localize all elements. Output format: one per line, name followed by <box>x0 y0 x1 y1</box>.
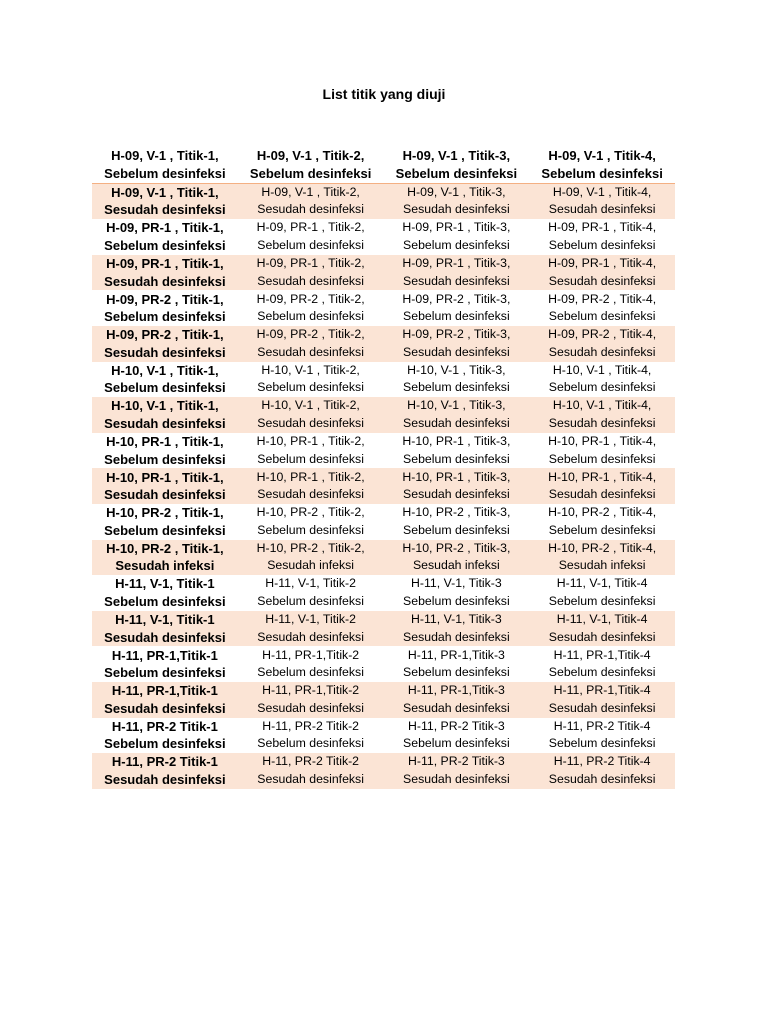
table-cell <box>92 753 238 789</box>
cell-point-label: H-11, PR-1,Titik-4 <box>553 647 651 662</box>
table-cell <box>529 219 675 255</box>
table-cell <box>529 468 675 504</box>
cell-point-label: H-10, PR-1 , Titik-4, <box>548 469 657 484</box>
cell-point-label: H-11, PR-1,Titik-2 <box>262 647 360 662</box>
cell-status-label: Sebelum desinfeksi <box>548 451 656 466</box>
test-points-table <box>92 147 675 789</box>
cell-status-label: Sesudah desinfeksi <box>257 487 364 502</box>
table-cell <box>384 611 530 647</box>
table-cell <box>384 682 530 718</box>
cell-status-label: Sebelum desinfeksi <box>257 309 364 324</box>
cell-point-label: H-09, PR-1 , Titik-4, <box>548 220 657 235</box>
table-cell <box>238 326 384 362</box>
cell-status-label: Sebelum desinfeksi <box>548 665 656 680</box>
cell-status-label: Sebelum desinfeksi <box>548 237 656 252</box>
cell-point-label: H-09, PR-1 , Titik-1, <box>106 220 224 236</box>
cell-status-label: Sesudah desinfeksi <box>257 771 364 786</box>
table-row <box>92 718 675 754</box>
cell-point-label: H-09, PR-2 , Titik-3, <box>402 291 511 306</box>
cell-status-label: Sesudah desinfeksi <box>548 344 656 359</box>
cell-status-label: Sesudah desinfeksi <box>104 202 226 218</box>
table-cell <box>384 147 530 183</box>
table-row <box>92 540 675 576</box>
cell-status-label: Sesudah desinfeksi <box>403 629 510 644</box>
cell-status-label: Sesudah desinfeksi <box>548 700 656 715</box>
table-cell <box>238 753 384 789</box>
table-cell <box>529 326 675 362</box>
cell-point-label: H-09, PR-2 , Titik-4, <box>548 327 657 342</box>
table-cell <box>529 397 675 433</box>
table-cell <box>238 504 384 540</box>
cell-status-label: Sesudah desinfeksi <box>548 629 656 644</box>
table-cell <box>238 468 384 504</box>
table-cell <box>238 433 384 469</box>
cell-status-label: Sebelum desinfeksi <box>104 165 226 181</box>
cell-point-label: H-11, PR-2 Titik-3 <box>407 718 505 733</box>
cell-status-label: Sesudah desinfeksi <box>257 202 364 217</box>
cell-status-label: Sebelum desinfeksi <box>257 593 364 608</box>
table-cell <box>92 682 238 718</box>
cell-status-label: Sebelum desinfeksi <box>104 451 226 467</box>
cell-point-label: H-09, PR-2 , Titik-1, <box>106 291 224 307</box>
table-cell <box>238 219 384 255</box>
cell-status-label: Sebelum desinfeksi <box>548 593 656 608</box>
table-cell <box>92 362 238 398</box>
cell-status-label: Sebelum desinfeksi <box>395 165 518 181</box>
table-cell <box>238 682 384 718</box>
cell-status-label: Sesudah desinfeksi <box>257 629 364 644</box>
cell-status-label: Sesudah desinfeksi <box>104 700 226 716</box>
cell-point-label: H-10, V-1 , Titik-1, <box>111 362 219 378</box>
table-row <box>92 575 675 611</box>
cell-status-label: Sebelum desinfeksi <box>257 522 364 537</box>
cell-status-label: Sebelum desinfeksi <box>104 593 226 609</box>
table-cell <box>92 183 238 219</box>
table-cell <box>238 646 384 682</box>
table-cell <box>529 183 675 219</box>
table-row <box>92 219 675 255</box>
cell-status-label: Sesudah desinfeksi <box>104 273 226 289</box>
cell-point-label: H-11, PR-1,Titik-3 <box>407 683 505 698</box>
table-cell <box>92 468 238 504</box>
cell-point-label: H-10, V-1 , Titik-1, <box>111 398 219 414</box>
table-cell <box>529 504 675 540</box>
cell-status-label: Sebelum desinfeksi <box>403 593 510 608</box>
cell-point-label: H-11, PR-1,Titik-4 <box>553 683 651 698</box>
cell-point-label: H-09, PR-2 , Titik-1, <box>106 327 224 343</box>
table-cell <box>238 718 384 754</box>
table-cell <box>384 468 530 504</box>
cell-point-label: H-10, PR-1 , Titik-1, <box>106 469 224 485</box>
table-cell <box>92 504 238 540</box>
cell-point-label: H-10, PR-1 , Titik-4, <box>548 434 657 449</box>
table-cell <box>384 183 530 219</box>
cell-status-label: Sebelum desinfeksi <box>249 165 372 181</box>
table-cell <box>384 718 530 754</box>
cell-status-label: Sebelum desinfeksi <box>403 237 510 252</box>
cell-status-label: Sesudah desinfeksi <box>403 771 510 786</box>
table-cell <box>529 540 675 576</box>
cell-point-label: H-09, V-1 , Titik-2, <box>256 148 365 164</box>
cell-point-label: H-11, V-1, Titik-4 <box>556 612 648 627</box>
table-cell <box>384 433 530 469</box>
cell-status-label: Sebelum desinfeksi <box>257 665 364 680</box>
cell-point-label: H-10, PR-1 , Titik-2, <box>256 469 365 484</box>
table-cell <box>384 290 530 326</box>
cell-point-label: H-11, PR-2 Titik-2 <box>262 718 360 733</box>
cell-status-label: Sebelum desinfeksi <box>541 165 663 181</box>
cell-status-label: Sesudah desinfeksi <box>403 344 510 359</box>
table-cell <box>384 540 530 576</box>
table-body <box>92 147 675 789</box>
cell-point-label: H-10, V-1 , Titik-3, <box>407 398 506 413</box>
table-row <box>92 468 675 504</box>
cell-status-label: Sesudah infeksi <box>558 558 646 573</box>
cell-point-label: H-09, PR-1 , Titik-2, <box>256 256 365 271</box>
table-cell <box>92 575 238 611</box>
table-cell <box>529 433 675 469</box>
table-row <box>92 753 675 789</box>
cell-point-label: H-11, V-1, Titik-1 <box>115 576 215 592</box>
table-cell <box>384 575 530 611</box>
cell-point-label: H-10, PR-2 , Titik-3, <box>402 505 511 520</box>
cell-point-label: H-10, V-1 , Titik-2, <box>261 398 360 413</box>
table-row <box>92 290 675 326</box>
table-cell <box>529 255 675 291</box>
table-cell <box>238 255 384 291</box>
cell-status-label: Sesudah desinfeksi <box>257 415 364 430</box>
cell-point-label: H-11, V-1, Titik-1 <box>115 612 215 628</box>
page-title: List titik yang diuji <box>322 86 446 102</box>
table-cell <box>384 326 530 362</box>
table-cell <box>238 611 384 647</box>
cell-point-label: H-09, V-1 , Titik-4, <box>552 184 652 199</box>
cell-point-label: H-09, PR-2 , Titik-3, <box>402 327 511 342</box>
table-row <box>92 433 675 469</box>
cell-status-label: Sesudah desinfeksi <box>548 415 656 430</box>
table-cell <box>529 646 675 682</box>
table-cell <box>529 682 675 718</box>
table-cell <box>92 397 238 433</box>
table-row <box>92 397 675 433</box>
cell-status-label: Sebelum desinfeksi <box>104 736 226 752</box>
cell-point-label: H-11, PR-2 Titik-4 <box>553 718 651 733</box>
table-cell <box>92 646 238 682</box>
table-cell <box>92 255 238 291</box>
cell-point-label: H-09, V-1 , Titik-1, <box>111 184 219 200</box>
cell-point-label: H-10, PR-1 , Titik-3, <box>402 469 511 484</box>
cell-point-label: H-10, V-1 , Titik-4, <box>552 362 652 377</box>
cell-status-label: Sesudah infeksi <box>267 558 355 573</box>
table-cell <box>529 611 675 647</box>
cell-status-label: Sebelum desinfeksi <box>104 309 226 325</box>
table-cell <box>384 362 530 398</box>
cell-point-label: H-11, V-1, Titik-2 <box>265 576 356 591</box>
table-cell <box>384 646 530 682</box>
table-cell <box>92 326 238 362</box>
cell-point-label: H-09, V-1 , Titik-1, <box>111 148 219 164</box>
table-cell <box>92 290 238 326</box>
cell-status-label: Sesudah infeksi <box>412 558 500 573</box>
cell-status-label: Sebelum desinfeksi <box>548 522 656 537</box>
cell-status-label: Sesudah infeksi <box>115 558 215 574</box>
table-cell <box>92 611 238 647</box>
cell-status-label: Sesudah desinfeksi <box>257 700 364 715</box>
cell-status-label: Sebelum desinfeksi <box>257 380 364 395</box>
table-cell <box>238 397 384 433</box>
table-cell <box>529 362 675 398</box>
table-cell <box>384 219 530 255</box>
table-cell <box>529 290 675 326</box>
cell-point-label: H-10, PR-2 , Titik-2, <box>256 505 365 520</box>
cell-status-label: Sebelum desinfeksi <box>104 237 226 253</box>
cell-status-label: Sebelum desinfeksi <box>257 736 364 751</box>
cell-point-label: H-11, PR-1,Titik-1 <box>111 647 218 663</box>
table-row <box>92 611 675 647</box>
cell-status-label: Sebelum desinfeksi <box>548 309 656 324</box>
cell-point-label: H-10, PR-1 , Titik-3, <box>402 434 511 449</box>
cell-status-label: Sebelum desinfeksi <box>403 451 510 466</box>
cell-point-label: H-11, PR-1,Titik-1 <box>111 683 218 699</box>
table-cell <box>92 219 238 255</box>
cell-point-label: H-11, V-1, Titik-4 <box>556 576 648 591</box>
table-row <box>92 326 675 362</box>
table-row <box>92 255 675 291</box>
cell-point-label: H-11, PR-2 Titik-2 <box>262 754 360 769</box>
cell-point-label: H-10, PR-2 , Titik-3, <box>402 540 511 555</box>
cell-point-label: H-09, V-1 , Titik-3, <box>407 184 506 199</box>
cell-point-label: H-11, PR-2 Titik-3 <box>407 754 505 769</box>
cell-point-label: H-11, V-1, Titik-2 <box>265 612 356 627</box>
cell-status-label: Sebelum desinfeksi <box>104 665 226 681</box>
cell-status-label: Sebelum desinfeksi <box>403 736 510 751</box>
cell-status-label: Sebelum desinfeksi <box>403 380 510 395</box>
cell-point-label: H-10, PR-1 , Titik-1, <box>106 434 224 450</box>
cell-point-label: H-09, PR-2 , Titik-2, <box>256 291 365 306</box>
cell-status-label: Sesudah desinfeksi <box>403 700 510 715</box>
table-row <box>92 183 675 219</box>
table-cell <box>529 147 675 183</box>
cell-point-label: H-09, V-1 , Titik-3, <box>402 148 511 164</box>
cell-status-label: Sebelum desinfeksi <box>257 451 364 466</box>
cell-status-label: Sesudah desinfeksi <box>548 487 656 502</box>
cell-status-label: Sebelum desinfeksi <box>548 736 656 751</box>
table-cell <box>384 397 530 433</box>
cell-point-label: H-09, PR-2 , Titik-4, <box>548 291 657 306</box>
cell-point-label: H-11, V-1, Titik-3 <box>411 612 502 627</box>
cell-status-label: Sesudah desinfeksi <box>403 273 510 288</box>
cell-point-label: H-09, PR-1 , Titik-3, <box>402 256 511 271</box>
table-row <box>92 504 675 540</box>
cell-status-label: Sebelum desinfeksi <box>403 309 510 324</box>
cell-status-label: Sesudah desinfeksi <box>403 487 510 502</box>
table-cell <box>92 540 238 576</box>
table-header-row <box>92 147 675 183</box>
table-cell <box>238 540 384 576</box>
table-cell <box>238 147 384 183</box>
cell-point-label: H-10, V-1 , Titik-3, <box>407 362 506 377</box>
cell-status-label: Sesudah desinfeksi <box>257 273 364 288</box>
cell-status-label: Sesudah desinfeksi <box>548 273 656 288</box>
table-cell <box>92 147 238 183</box>
table-row <box>92 646 675 682</box>
cell-point-label: H-11, PR-1,Titik-3 <box>407 647 505 662</box>
cell-point-label: H-10, V-1 , Titik-2, <box>261 362 360 377</box>
cell-point-label: H-11, PR-1,Titik-2 <box>262 683 360 698</box>
cell-point-label: H-10, PR-2 , Titik-1, <box>106 505 224 521</box>
cell-status-label: Sesudah desinfeksi <box>104 415 226 431</box>
cell-status-label: Sebelum desinfeksi <box>548 380 656 395</box>
cell-status-label: Sesudah desinfeksi <box>548 202 656 217</box>
cell-status-label: Sebelum desinfeksi <box>257 237 364 252</box>
table-cell <box>529 575 675 611</box>
cell-point-label: H-10, PR-2 , Titik-2, <box>256 540 365 555</box>
cell-status-label: Sebelum desinfeksi <box>403 522 510 537</box>
table-cell <box>238 575 384 611</box>
table-cell <box>384 255 530 291</box>
table-cell <box>92 718 238 754</box>
table-cell <box>384 504 530 540</box>
table-row <box>92 682 675 718</box>
table-cell <box>529 718 675 754</box>
table-cell <box>238 183 384 219</box>
cell-point-label: H-11, PR-2 Titik-1 <box>111 718 218 734</box>
cell-point-label: H-09, PR-1 , Titik-4, <box>548 256 657 271</box>
cell-status-label: Sebelum desinfeksi <box>104 380 226 396</box>
cell-point-label: H-10, PR-2 , Titik-4, <box>548 505 657 520</box>
cell-point-label: H-09, PR-1 , Titik-2, <box>256 220 365 235</box>
cell-status-label: Sebelum desinfeksi <box>104 522 226 538</box>
table-cell <box>238 362 384 398</box>
table-cell <box>92 433 238 469</box>
cell-point-label: H-10, V-1 , Titik-4, <box>552 398 652 413</box>
cell-status-label: Sesudah desinfeksi <box>104 344 226 360</box>
table-row <box>92 362 675 398</box>
cell-point-label: H-10, PR-2 , Titik-4, <box>548 540 657 555</box>
cell-status-label: Sesudah desinfeksi <box>257 344 364 359</box>
cell-status-label: Sesudah desinfeksi <box>403 415 510 430</box>
cell-point-label: H-09, V-1 , Titik-2, <box>261 184 360 199</box>
cell-status-label: Sesudah desinfeksi <box>104 771 226 787</box>
cell-point-label: H-10, PR-2 , Titik-1, <box>106 540 224 556</box>
cell-point-label: H-11, PR-2 Titik-4 <box>553 754 651 769</box>
cell-point-label: H-11, PR-2 Titik-1 <box>111 754 218 770</box>
table-cell <box>529 753 675 789</box>
cell-status-label: Sesudah desinfeksi <box>104 487 226 503</box>
cell-status-label: Sebelum desinfeksi <box>403 665 510 680</box>
cell-point-label: H-09, PR-1 , Titik-1, <box>106 256 224 272</box>
table-cell <box>384 753 530 789</box>
cell-point-label: H-11, V-1, Titik-3 <box>411 576 502 591</box>
cell-point-label: H-09, PR-2 , Titik-2, <box>256 327 365 342</box>
cell-status-label: Sesudah desinfeksi <box>548 771 656 786</box>
cell-point-label: H-10, PR-1 , Titik-2, <box>256 434 365 449</box>
cell-point-label: H-09, V-1 , Titik-4, <box>548 148 656 164</box>
cell-status-label: Sesudah desinfeksi <box>104 629 226 645</box>
cell-point-label: H-09, PR-1 , Titik-3, <box>402 220 511 235</box>
cell-status-label: Sesudah desinfeksi <box>403 202 510 217</box>
table-cell <box>238 290 384 326</box>
